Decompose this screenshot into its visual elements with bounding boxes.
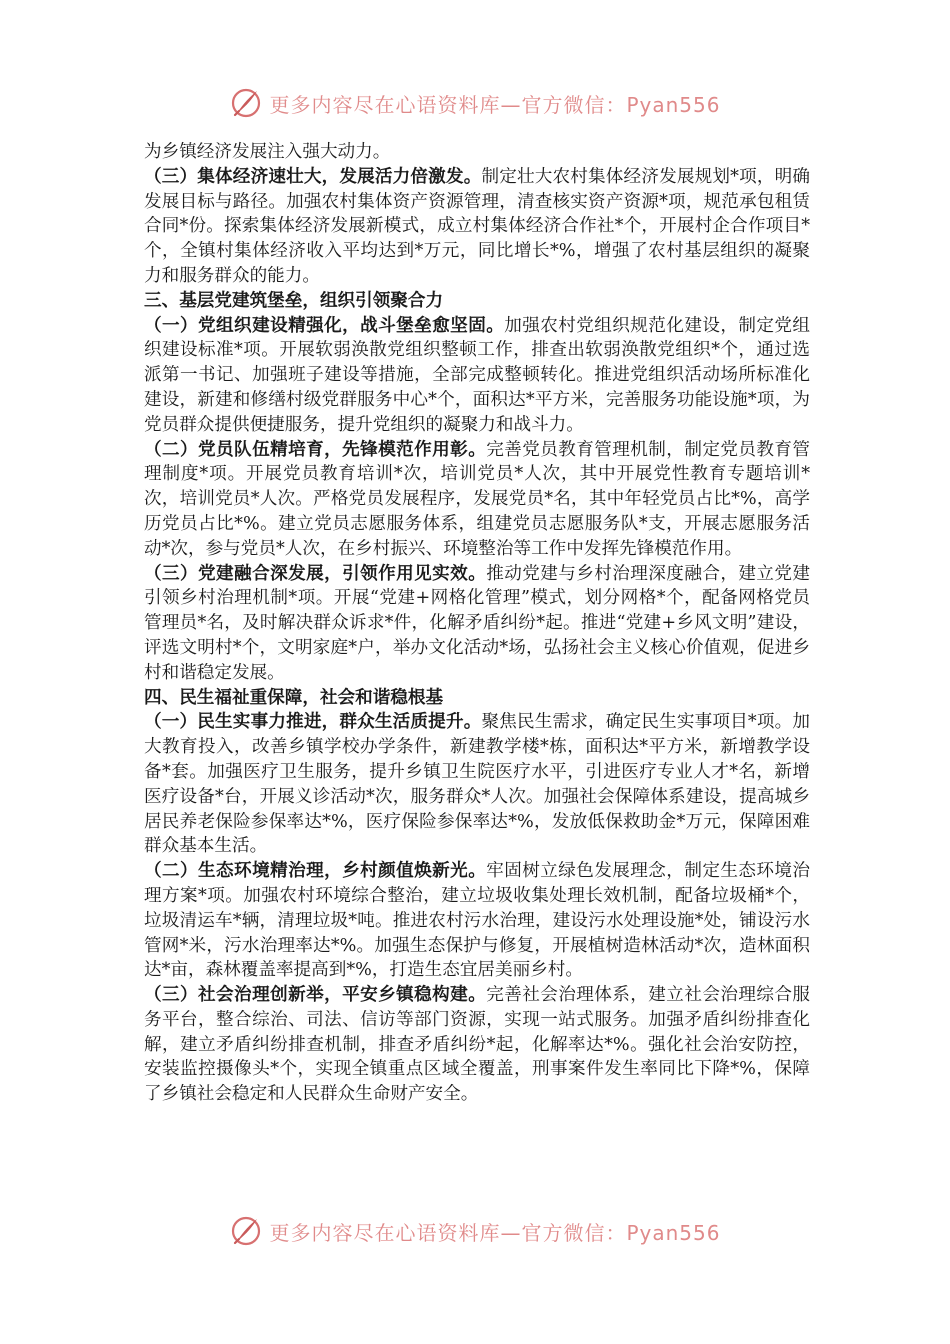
paragraph-lead: （三）集体经济速壮大，发展活力倍激发。 <box>144 166 482 187</box>
paragraph-lead: （二）生态环境精治理，乡村颜值焕新光。 <box>144 861 487 882</box>
paragraph-text: 为乡镇经济发展注入强大动力。 <box>144 142 391 162</box>
paragraph-text: 聚焦民生需求，确定民生实事项目*项。加大教育投入，改善乡镇学校办学条件，新建教学楼*栋，面积达*平方米，新增教学设备*套。加强医疗卫生服务，提升乡镇卫生院医疗水平，引进医疗专业人才*名，新增医疗设备*台，开展义诊活动*次，服务群众*人次。加强社会保障体系建设，提高城乡居民养老保险参保率达*%，医疗保险参保率达*%，发放低保救助金*万元，保障困难群众基本生活。 <box>144 712 810 857</box>
paragraph-text: 牢固树立绿色发展理念，制定生态环境治理方案*项。加强农村环境综合整治，建立垃圾收集处理长效机制，配备垃圾桶*个，垃圾清运车*辆，清理垃圾*吨。推进农村污水治理，建设污水处理设施*处，铺设污水管网*米，污水治理率达*%。加强生态保护与修复，开展植树造林活动*次，造林面积达*亩，森林覆盖率提高到*%，打造生态宜居美丽乡村。 <box>144 861 810 981</box>
paragraph-lead: （一）民生实事力推进，群众生活质提升。 <box>144 712 482 733</box>
section-heading: 四、民生福祉重保障，社会和谐稳根基 <box>144 687 444 708</box>
paragraph-text: 制定壮大农村集体经济发展规划*项，明确发展目标与路径。加强农村集体资产资源管理，清查核实资产资源*项，规范承包租赁合同*份。探索集体经济发展新模式，成立村集体经济合作社*个，开展村企合作项目*个，全镇村集体经济收入平均达到*万元，同比增长*%，增强了农村基层组织的凝聚力和服务群众的能力。 <box>144 166 810 286</box>
quill-pen-logo-icon <box>229 86 263 120</box>
paragraph-text: 加强农村党组织规范化建设，制定党组织建设标准*项。开展软弱涣散党组织整顿工作，排查出软弱涣散党组织*个，通过选派第一书记、加强班子建设等措施，全部完成整顿转化。推进党组织活动场所标准化建设，新建和修缮村级党群服务中心*个，面积达*平方米，完善服务功能设施*项，为党员群众提供便捷服务，提升党组织的凝聚力和战斗力。 <box>144 315 810 435</box>
watermark-footer <box>0 1206 950 1256</box>
paragraph <box>144 165 810 289</box>
watermark-header <box>0 78 950 128</box>
paragraph-lead: （三）党建融合深发展，引领作用见实效。 <box>144 563 487 584</box>
paragraph-lead: （二）党员队伍精培育，先锋模范作用彰。 <box>144 439 487 460</box>
watermark-text: 更多内容尽在心语资料库—官方微信：Pyan556 <box>269 92 721 117</box>
paragraph <box>144 438 810 562</box>
paragraph-text: 完善社会治理体系，建立社会治理综合服务平台，整合综治、司法、信访等部门资源，实现一站式服务。加强矛盾纠纷排查化解，建立矛盾纠纷排查机制，排查矛盾纠纷*起，化解率达*%。强化社会治安防控，安装监控摄像头*个，实现全镇重点区域全覆盖，刑事案件发生率同比下降*%，保障了乡镇社会稳定和人民群众生命财产安全。 <box>144 985 810 1105</box>
paragraph-text: 完善党员教育管理机制，制定党员教育管理制度*项。开展党员教育培训*次，培训党员*人次，其中开展党性教育专题培训*次，培训党员*人次。严格党员发展程序，发展党员*名，其中年轻党员占比*%，高学历党员占比*%。建立党员志愿服务体系，组建党员志愿服务队*支，开展志愿服务活动*次，参与党员*人次，在乡村振兴、环境整治等工作中发挥先锋模范作用。 <box>144 439 810 559</box>
paragraph <box>144 983 810 1107</box>
paragraph <box>144 562 810 686</box>
document-body <box>144 140 810 1107</box>
section-heading: 三、基层党建筑堡垒，组织引领聚合力 <box>144 290 444 311</box>
watermark-text: 更多内容尽在心语资料库—官方微信：Pyan556 <box>269 1220 721 1245</box>
paragraph <box>144 710 810 859</box>
paragraph-text: 推动党建与乡村治理深度融合，建立党建引领乡村治理机制*项。开展“党建+网格化管理”模式，划分网格*个，配备网格党员管理员*名，及时解决群众诉求*件，化解矛盾纠纷*起。推进“党建+乡风文明”建设，评选文明村*个，文明家庭*户，举办文化活动*场，弘扬社会主义核心价值观，促进乡村和谐稳定发展。 <box>144 563 810 683</box>
paragraph-lead: （三）社会治理创新举，平安乡镇稳构建。 <box>144 985 487 1006</box>
paragraph-lead: （一）党组织建设精强化，战斗堡垒愈坚固。 <box>144 315 505 336</box>
paragraph <box>144 314 810 438</box>
paragraph <box>144 140 810 165</box>
quill-pen-logo-icon <box>229 1214 263 1248</box>
paragraph <box>144 859 810 983</box>
